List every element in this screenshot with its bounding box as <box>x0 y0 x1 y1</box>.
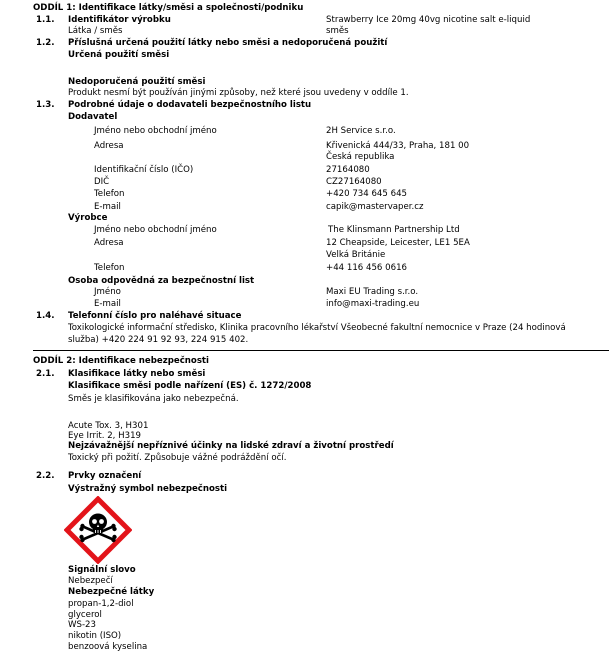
manufacturer-name-label: Jméno nebo obchodní jméno <box>94 225 217 235</box>
manufacturer-phone-label: Telefon <box>94 263 125 273</box>
supplier-phone-label: Telefon <box>94 189 125 199</box>
subsection-number: 1.1. <box>36 15 55 25</box>
supplier-ico-label: Identifikační číslo (IČO) <box>94 165 194 175</box>
list-item: WS-23 <box>68 620 96 630</box>
identified-uses-title: Určená použití směsi <box>68 50 170 60</box>
hazard-class-eye-irrit: Eye Irrit. 2, H319 <box>68 431 142 441</box>
subsection-number: 1.3. <box>36 100 55 110</box>
uses-advised-against-title: Nedoporučená použití směsi <box>68 77 206 87</box>
supplier-address-line1: Křivenická 444/33, Praha, 181 00 <box>326 141 470 151</box>
adverse-effects-text: Toxický při požití. Způsobuje vážné podráždění očí. <box>68 453 287 463</box>
list-item: propan-1,2-diol <box>68 599 134 609</box>
emergency-phone-line1: Toxikologické informační středisko, Klinika pracovního lékařství Všeobecné fakultní nemocnice v Praze (24 hodinová <box>68 323 566 333</box>
supplier-dic-label: DIČ <box>94 177 110 187</box>
list-item: glycerol <box>68 610 102 620</box>
supplier-title: Dodavatel <box>68 112 118 122</box>
classified-text: Směs je klasifikována jako nebezpečná. <box>68 394 239 404</box>
manufacturer-address-label: Adresa <box>94 238 124 248</box>
supplier-address-label: Adresa <box>94 141 124 151</box>
supplier-phone-value: +420 734 645 645 <box>326 189 408 199</box>
subsection-number: 1.2. <box>36 38 55 48</box>
label-elements-title: Prvky označení <box>68 471 142 481</box>
responsible-name-label: Jméno <box>94 287 121 297</box>
list-item: benzoová kyselina <box>68 642 148 652</box>
supplier-ico-value: 27164080 <box>326 165 370 175</box>
manufacturer-phone-value: +44 116 456 0616 <box>326 263 408 273</box>
responsible-name-value: Maxi EU Trading s.r.o. <box>326 287 419 297</box>
supplier-details-title: Podrobné údaje o dodavateli bezpečnostního listu <box>68 100 312 110</box>
supplier-email-label: E-mail <box>94 202 121 212</box>
manufacturer-address-line2: Velká Británie <box>326 250 386 260</box>
pictogram-title: Výstražný symbol nebezpečnosti <box>68 484 228 494</box>
classification-title: Klasifikace látky nebo směsi <box>68 369 206 379</box>
hazard-class-acute-tox: Acute Tox. 3, H301 <box>68 421 149 431</box>
product-name: Strawberry Ice 20mg 40vg nicotine salt e-liquid <box>326 15 531 25</box>
list-item: nikotin (ISO) <box>68 631 122 641</box>
section-divider <box>33 350 609 351</box>
supplier-dic-value: CZ27164080 <box>326 177 382 187</box>
hazardous-substances-title: Nebezpečné látky <box>68 587 155 597</box>
responsible-email-label: E-mail <box>94 299 121 309</box>
supplier-address-line2: Česká republika <box>326 152 395 162</box>
uses-advised-against-text: Produkt nesmí být používán jinými způsoby, než které jsou uvedeny v oddíle 1. <box>68 88 409 98</box>
section-2-heading: ODDÍL 2: Identifikace nebezpečnosti <box>33 356 209 366</box>
signal-word-title: Signální slovo <box>68 565 136 575</box>
subsection-number: 2.2. <box>36 471 55 481</box>
manufacturer-address-line1: 12 Cheapside, Leicester, LE1 5EA <box>326 238 470 248</box>
supplier-name-value: 2H Service s.r.o. <box>326 126 396 136</box>
emergency-phone-title: Telefonní číslo pro naléhavé situace <box>68 311 242 321</box>
manufacturer-title: Výrobce <box>68 213 108 223</box>
supplier-name-label: Jméno nebo obchodní jméno <box>94 126 217 136</box>
section-1-heading: ODDÍL 1: Identifikace látky/směsi a společnosti/podniku <box>33 3 304 13</box>
adverse-effects-title: Nejzávažnější nepříznivé účinky na lidské zdraví a životní prostředí <box>68 441 394 451</box>
manufacturer-name-value: The Klinsmann Partnership Ltd <box>328 225 460 235</box>
substance-mixture-label: Látka / směs <box>68 26 123 36</box>
substance-mixture-value: směs <box>326 26 349 36</box>
classification-regulation-title: Klasifikace směsi podle nařízení (ES) č. 1272/2008 <box>68 381 312 391</box>
subsection-number: 1.4. <box>36 311 55 321</box>
product-identifier-title: Identifikátor výrobku <box>68 15 171 25</box>
responsible-person-title: Osoba odpovědná za bezpečnostní list <box>68 276 255 286</box>
signal-word: Nebezpečí <box>68 576 113 586</box>
emergency-phone-line2: služba) +420 224 91 92 93, 224 915 402. <box>68 335 249 345</box>
relevant-uses-title: Příslušná určená použití látky nebo směsi a nedoporučená použití <box>68 38 388 48</box>
responsible-email-value: info@maxi-trading.eu <box>326 299 420 309</box>
supplier-email-value: capik@mastervaper.cz <box>326 202 424 212</box>
skull-and-crossbones-icon <box>64 496 132 564</box>
subsection-number: 2.1. <box>36 369 55 379</box>
